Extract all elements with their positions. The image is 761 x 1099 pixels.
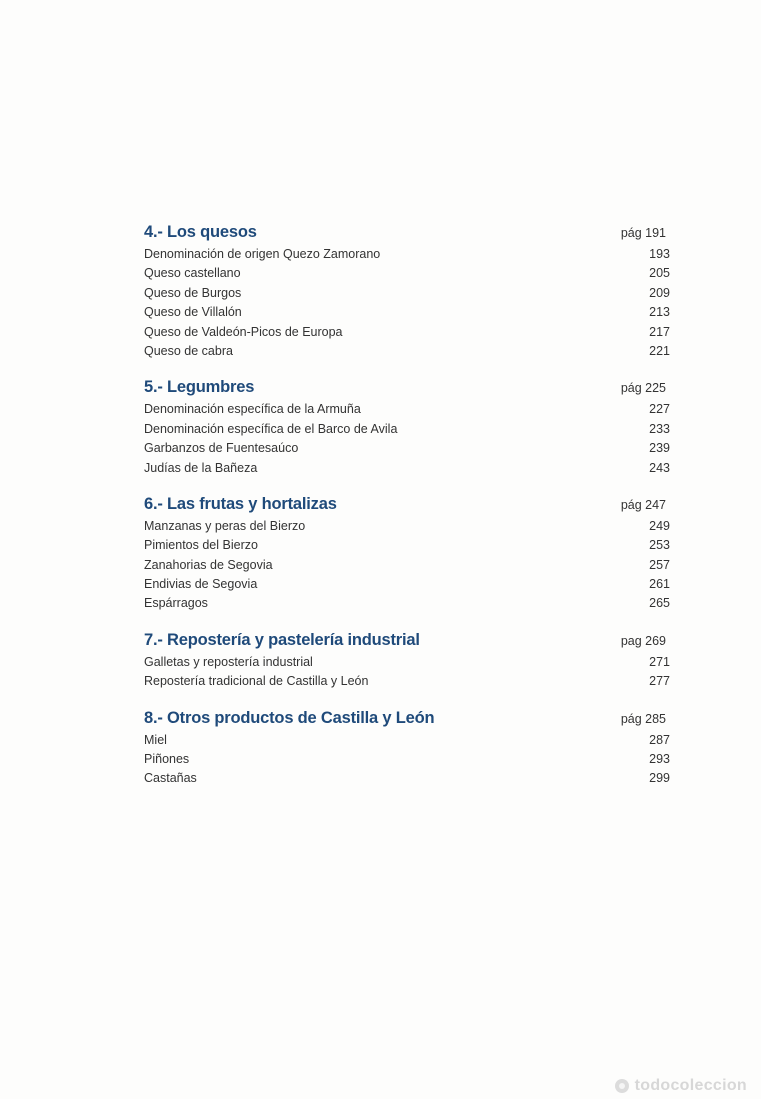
toc-entry [144, 422, 670, 441]
watermark [615, 1077, 747, 1095]
toc-entry [144, 558, 670, 577]
entry-label: Garbanzos de Fuentesaúco [144, 441, 299, 456]
entry-page-number: 205 [649, 266, 670, 281]
section-page-number: pág 247 [620, 497, 666, 512]
entry-label: Galletas y repostería industrial [144, 654, 313, 669]
entry-page-number: 209 [649, 285, 670, 300]
entry-label: Piñones [144, 752, 190, 767]
entry-label: Miel [144, 732, 167, 747]
section-heading [144, 223, 670, 247]
toc-entry [144, 247, 670, 266]
toc-section [144, 631, 670, 694]
toc-entry [144, 674, 670, 693]
section-title: 4.- Los quesos [144, 223, 257, 241]
toc-section [144, 495, 670, 616]
entry-label: Zanahorias de Segovia [144, 557, 273, 572]
entry-page-number: 243 [649, 460, 670, 475]
toc-section [144, 709, 670, 791]
entry-label: Repostería tradicional de Castilla y León [144, 674, 369, 689]
entry-label: Manzanas y peras del Bierzo [144, 518, 306, 533]
toc-entry [144, 461, 670, 480]
entry-label: Queso castellano [144, 266, 241, 281]
entry-label: Espárragos [144, 596, 208, 611]
entry-label: Endivias de Segovia [144, 577, 258, 592]
entry-page-number: 271 [649, 654, 670, 669]
toc-entry [144, 655, 670, 674]
entry-label: Queso de cabra [144, 343, 233, 358]
entry-page-number: 265 [649, 596, 670, 611]
section-page-number: pág 191 [620, 226, 666, 240]
entry-page-number: 239 [649, 441, 670, 456]
entry-label: Queso de Valdeón-Picos de Europa [144, 324, 343, 339]
entry-label: Denominación de origen Quezo Zamorano [144, 247, 381, 261]
entry-page-number: 287 [649, 732, 670, 747]
toc-entry [144, 266, 670, 285]
entry-page-number: 257 [649, 557, 670, 572]
entry-page-number: 249 [649, 518, 670, 533]
section-heading [144, 709, 670, 733]
table-of-contents [144, 223, 670, 806]
entry-label: Denominación específica de el Barco de Avila [144, 421, 398, 436]
toc-entry [144, 771, 670, 790]
toc-entry [144, 519, 670, 538]
toc-entry [144, 577, 670, 596]
section-heading [144, 631, 670, 655]
toc-entry [144, 305, 670, 324]
toc-entry [144, 538, 670, 557]
entry-label: Pimientos del Bierzo [144, 538, 258, 553]
entry-label: Castañas [144, 771, 197, 786]
entry-label: Queso de Villalón [144, 305, 242, 320]
entry-page-number: 227 [649, 402, 670, 417]
watermark-text: todocoleccion [634, 1077, 747, 1094]
section-title: 7.- Repostería y pastelería industrial [144, 630, 420, 649]
section-heading [144, 495, 670, 519]
entry-label: Judías de la Bañeza [144, 460, 258, 475]
toc-entry [144, 596, 670, 615]
toc-entry [144, 441, 670, 460]
section-heading [144, 378, 670, 402]
entry-page-number: 233 [649, 421, 670, 436]
entry-page-number: 293 [649, 752, 670, 767]
section-page-number: pag 269 [620, 633, 666, 648]
toc-entry [144, 325, 670, 344]
toc-entry [144, 402, 670, 421]
entry-label: Denominación específica de la Armuña [144, 402, 361, 417]
toc-entry [144, 344, 670, 363]
entry-page-number: 299 [649, 771, 670, 786]
section-title: 6.- Las frutas y hortalizas [144, 494, 337, 513]
toc-entry [144, 733, 670, 752]
entry-page-number: 213 [649, 305, 670, 320]
entry-page-number: 217 [649, 324, 670, 339]
entry-page-number: 277 [649, 674, 670, 689]
entry-label: Queso de Burgos [144, 285, 242, 300]
todocoleccion-logo-icon [615, 1079, 629, 1093]
section-title: 5.- Legumbres [144, 378, 255, 397]
entry-page-number: 193 [649, 247, 670, 261]
section-page-number: pág 285 [620, 711, 666, 726]
toc-entry [144, 286, 670, 305]
toc-section [144, 223, 670, 363]
toc-section [144, 378, 670, 480]
section-page-number: pág 225 [620, 381, 666, 396]
entry-page-number: 253 [649, 538, 670, 553]
entry-page-number: 261 [649, 577, 670, 592]
section-title: 8.- Otros productos de Castilla y León [144, 708, 435, 727]
toc-entry [144, 752, 670, 771]
entry-page-number: 221 [649, 343, 670, 358]
